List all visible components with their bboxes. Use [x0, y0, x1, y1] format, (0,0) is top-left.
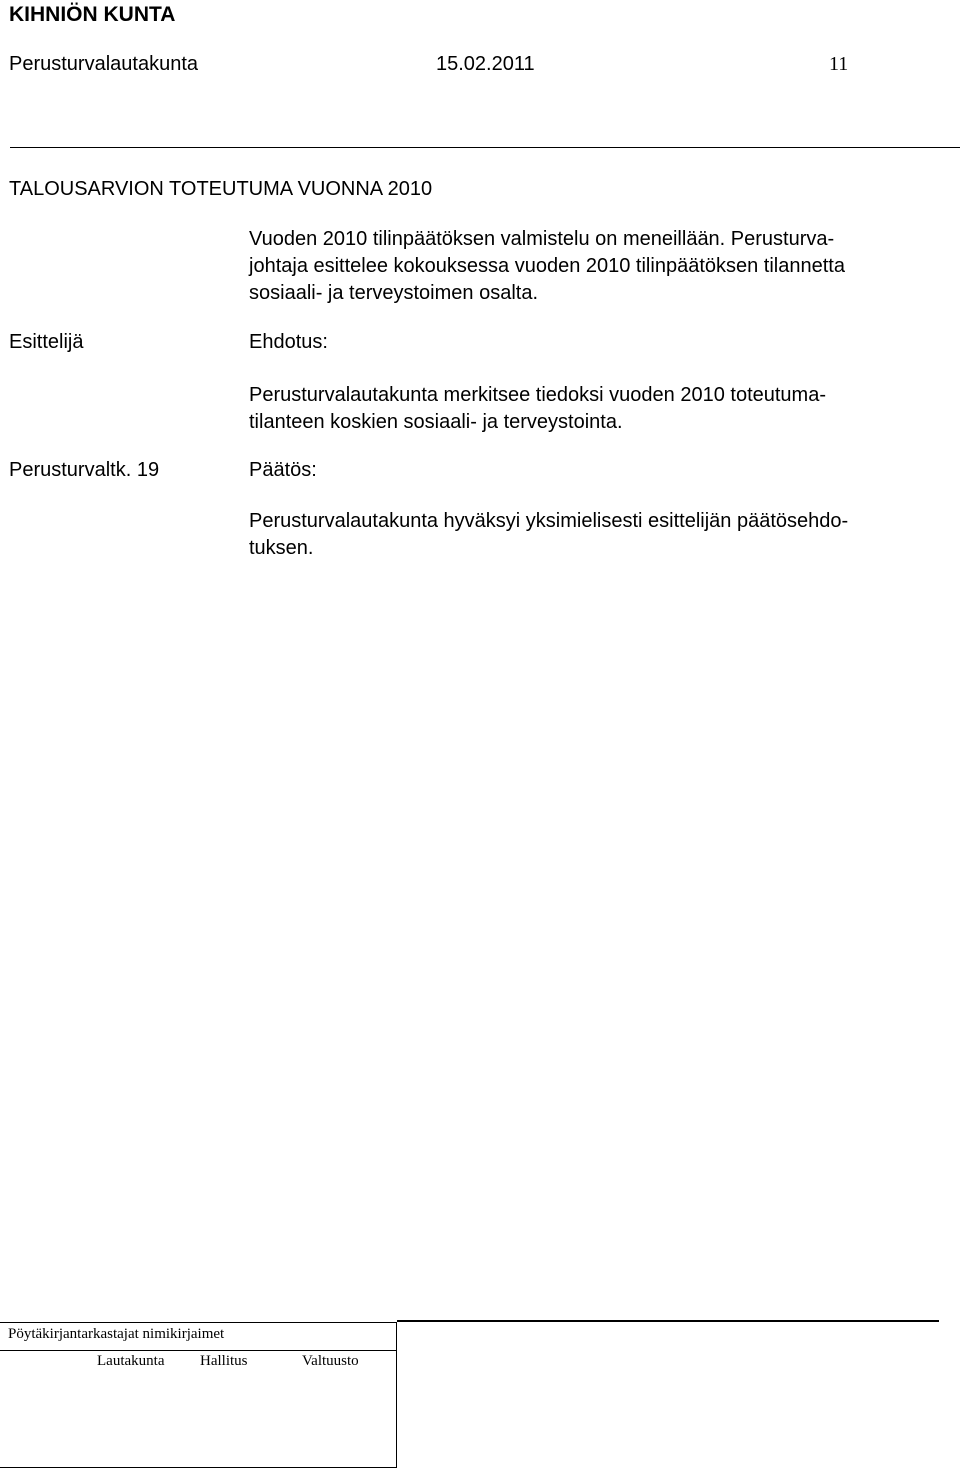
decision-label: Päätös:	[249, 459, 317, 481]
footer-divider	[397, 1320, 939, 1322]
signature-column-council: Valtuusto	[302, 1353, 359, 1369]
intro-paragraph-line: sosiaali- ja terveystoimen osalta.	[249, 282, 539, 304]
page-number: 11	[829, 53, 849, 75]
decision-paragraph-line: tuksen.	[249, 537, 314, 559]
presenter-label: Esittelijä	[9, 331, 84, 353]
section-reference: Perusturvaltk. 19	[9, 459, 160, 481]
proposal-label: Ehdotus:	[249, 331, 328, 353]
header-board-name: Perusturvalautakunta	[9, 53, 199, 75]
proposal-paragraph-line: tilanteen koskien sosiaali- ja terveystointa.	[249, 411, 623, 433]
section-title: TALOUSARVION TOTEUTUMA VUONNA 2010	[9, 178, 433, 200]
header-divider	[10, 147, 960, 148]
header-date: 15.02.2011	[436, 53, 535, 75]
intro-paragraph-line: johtaja esittelee kokouksessa vuoden 2010 tilinpäätöksen tilannetta	[249, 255, 845, 277]
signature-column-government: Hallitus	[200, 1353, 248, 1369]
signature-column-board: Lautakunta	[97, 1353, 165, 1369]
proposal-paragraph-line: Perusturvalautakunta merkitsee tiedoksi vuoden 2010 toteutuma-	[249, 384, 827, 406]
intro-paragraph-line: Vuoden 2010 tilinpäätöksen valmistelu on meneillään. Perusturva-	[249, 228, 835, 250]
signature-caption: Pöytäkirjantarkastajat nimikirjaimet	[8, 1326, 225, 1342]
decision-paragraph-line: Perusturvalautakunta hyväksyi yksimielisesti esittelijän päätösehdo-	[249, 510, 849, 532]
org-name: KIHNIÖN KUNTA	[9, 3, 176, 26]
